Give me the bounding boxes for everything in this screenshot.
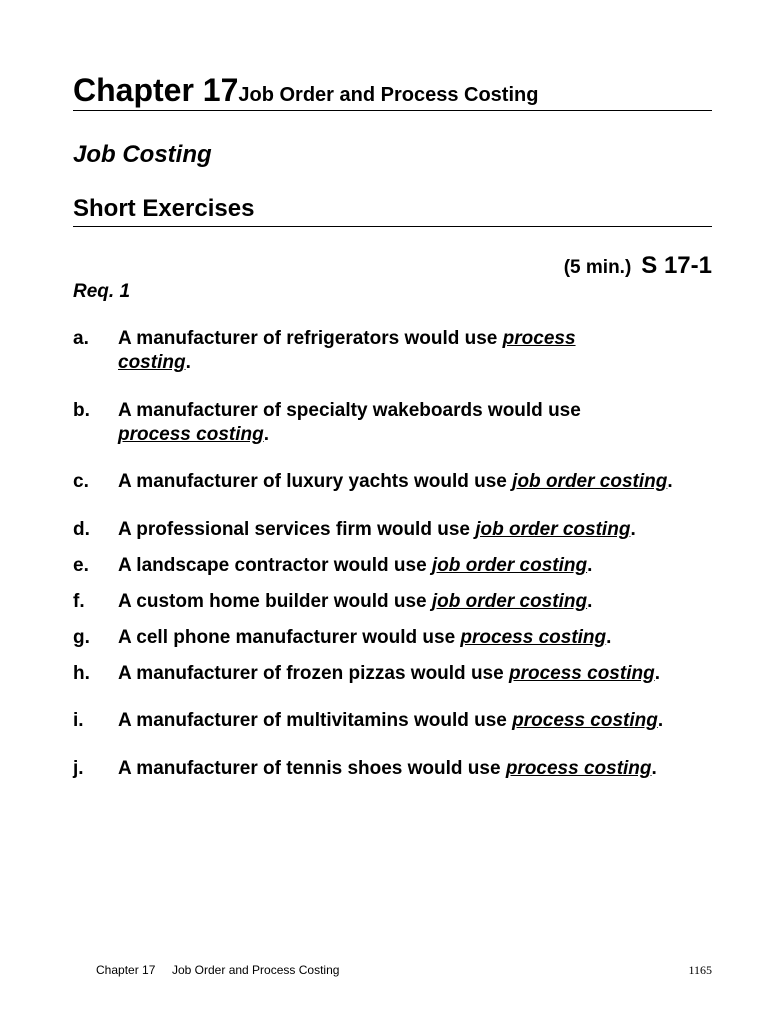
item-text	[118, 662, 718, 686]
item-end: .	[654, 663, 660, 684]
item-answer: job order costing	[431, 591, 588, 612]
item-answer: process costing	[512, 710, 658, 731]
item-question: A custom home builder would use	[118, 591, 432, 612]
subsection-title: Short Exercises	[73, 195, 255, 222]
item-question: A manufacturer of refrigerators would use	[118, 328, 503, 349]
item-answer: job order costing	[431, 555, 588, 576]
item-letter: a.	[73, 328, 89, 349]
item-answer: job order costing	[512, 471, 668, 492]
exercise-time: (5 min.)	[563, 257, 632, 278]
chapter-number: Chapter 17	[73, 72, 239, 108]
requirement-label: Req. 1	[73, 281, 131, 302]
item-text	[118, 327, 618, 375]
item-end: .	[606, 627, 612, 648]
item-end: .	[657, 710, 664, 731]
item-letter: d.	[73, 519, 90, 540]
chapter-header	[73, 70, 712, 111]
item-letter: e.	[73, 555, 89, 576]
item-end: .	[587, 591, 593, 612]
item-question: A manufacturer of tennis shoes would use	[118, 758, 506, 779]
item-letter: b.	[73, 400, 90, 421]
item-text	[118, 518, 718, 542]
item-text	[118, 399, 618, 447]
item-end: .	[185, 352, 191, 373]
item-question: A manufacturer of frozen pizzas would use	[118, 663, 509, 684]
item-letter: f.	[73, 591, 85, 612]
item-text	[118, 709, 718, 733]
item-answer: process costing	[505, 758, 652, 779]
item-letter: g.	[73, 627, 90, 648]
section-title: Job Costing	[73, 141, 212, 168]
exercise-code: S 17-1	[641, 252, 712, 279]
item-answer: process costing	[460, 627, 607, 648]
item-text	[118, 470, 718, 494]
item-answer: job order costing	[475, 519, 631, 540]
item-end: .	[651, 758, 657, 779]
item-question: A manufacturer of specialty wakeboards would use	[118, 400, 581, 421]
item-letter: c.	[73, 471, 89, 492]
item-question: A cell phone manufacturer would use	[118, 627, 461, 648]
item-text	[118, 554, 718, 578]
item-question: A professional services firm would use	[118, 519, 476, 540]
item-question: A landscape contractor would use	[118, 555, 432, 576]
page-number: 1165	[688, 963, 712, 977]
item-end: .	[630, 519, 636, 540]
item-text	[118, 590, 718, 614]
chapter-title: Job Order and Process Costing	[238, 84, 539, 106]
item-letter: i.	[73, 710, 84, 731]
item-letter: j.	[73, 758, 84, 779]
exercise-heading	[564, 252, 712, 280]
item-question: A manufacturer of multivitamins would use	[118, 710, 513, 731]
item-end: .	[263, 424, 269, 445]
item-text	[118, 626, 718, 650]
item-letter: h.	[73, 663, 90, 684]
item-answer: process costing	[508, 663, 655, 684]
item-question: A manufacturer of luxury yachts would use	[118, 471, 513, 492]
page-footer	[96, 962, 712, 978]
item-answer: process costing	[118, 328, 576, 373]
item-answer: process costing	[118, 424, 264, 445]
footer-title: Job Order and Process Costing	[172, 963, 340, 977]
item-end: .	[667, 471, 673, 492]
item-end: .	[587, 555, 593, 576]
footer-chapter: Chapter 17	[96, 963, 156, 977]
subsection-header	[73, 193, 712, 227]
item-text	[118, 757, 718, 781]
